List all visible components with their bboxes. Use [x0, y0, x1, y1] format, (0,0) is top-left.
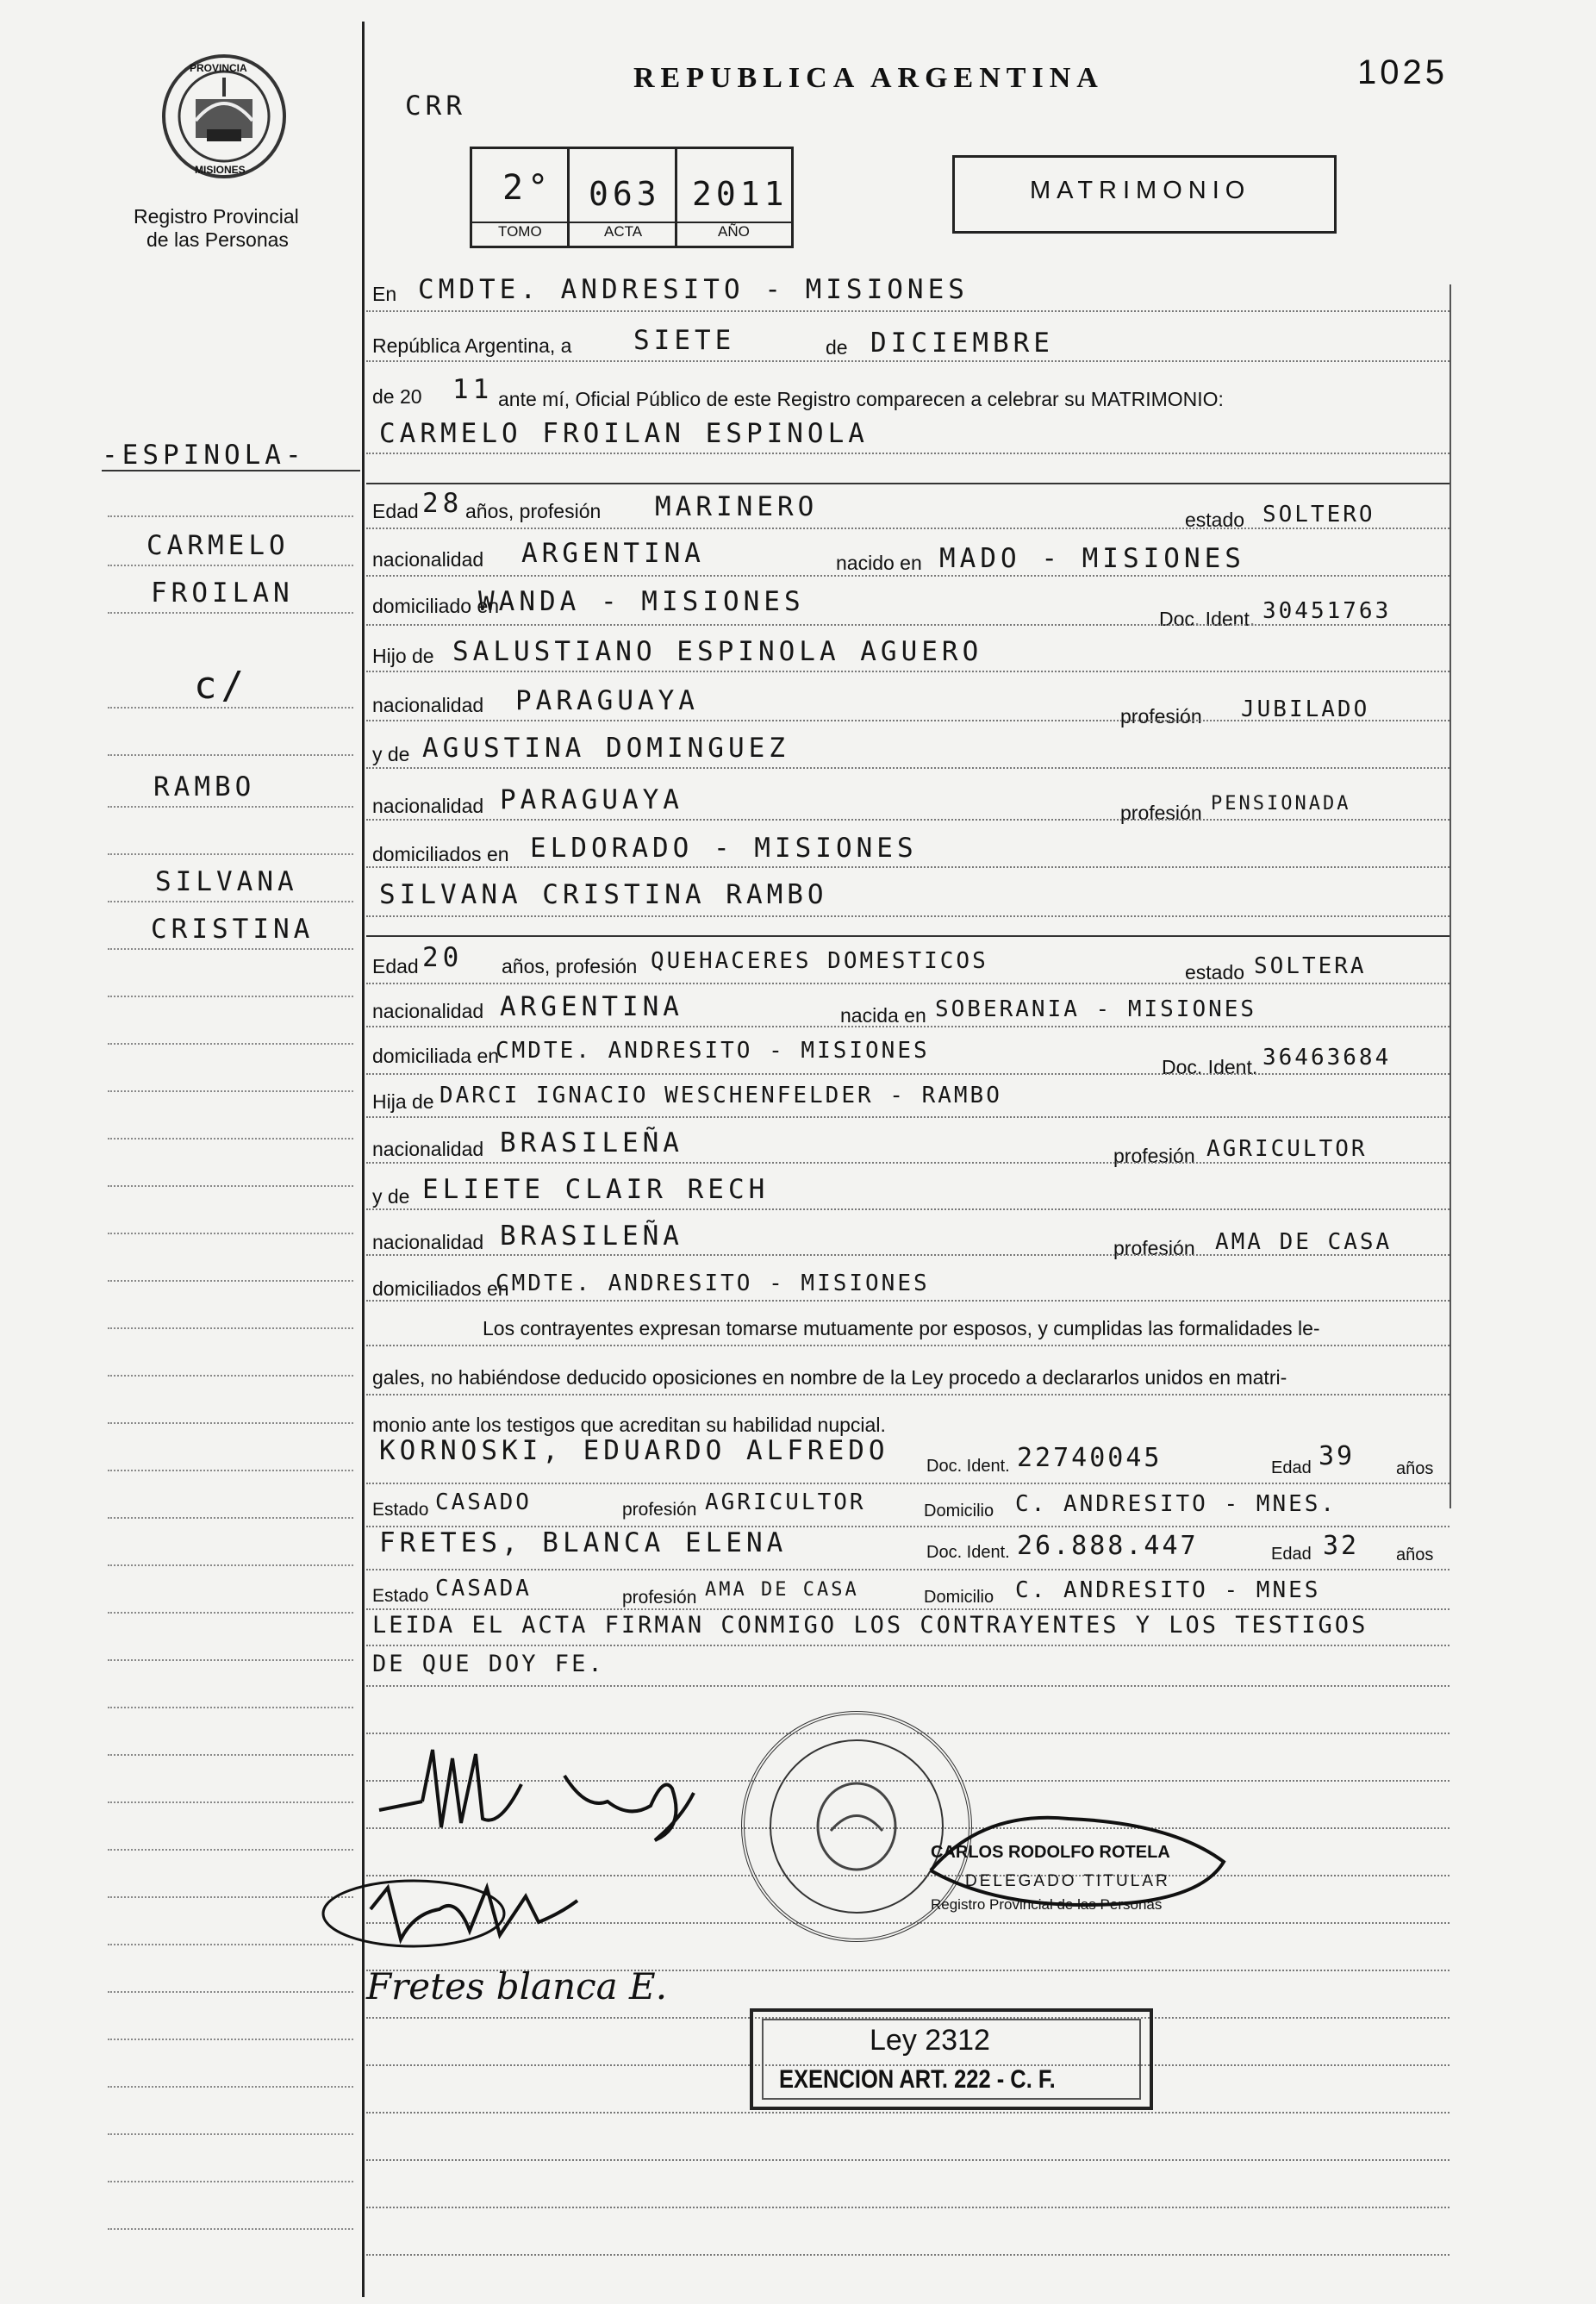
groom-profession: MARINERO: [655, 491, 819, 522]
groom-mother-prof-label: profesión: [1120, 802, 1202, 824]
witness1-prof-label: profesión: [622, 1500, 697, 1520]
witness1-age: 39: [1319, 1441, 1356, 1471]
ante-text: ante mí, Oficial Público de este Registro comparecen a celebrar su MATRIMONIO:: [498, 388, 1224, 410]
groom-father-prof: JUBILADO: [1241, 696, 1370, 722]
seal-text-bottom: MISIONES: [195, 164, 246, 176]
tomo-value: 2°: [502, 168, 553, 208]
ceremony-month: DICIEMBRE: [870, 328, 1054, 359]
groom-edad-label: Edad: [372, 500, 419, 522]
ceremony-place: CMDTE. ANDRESITO - MISIONES: [418, 274, 969, 305]
witness2-doc: 26.888.447: [1017, 1531, 1199, 1561]
margin-conj: c/: [194, 664, 248, 708]
groom-father-nat: PARAGUAYA: [515, 685, 699, 716]
crr-annotation: CRR: [405, 91, 466, 122]
year-prefix-label: de 20: [372, 385, 422, 408]
bride-mother: ELIETE CLAIR RECH: [422, 1174, 770, 1205]
margin-name2: FROILAN: [151, 578, 294, 609]
groom-estado: SOLTERO: [1262, 502, 1375, 528]
officer-org: Registro Provincial de las Personas: [931, 1896, 1163, 1913]
witness1-edad-label: Edad: [1271, 1458, 1312, 1477]
witness1-doc-label: Doc. Ident.: [926, 1457, 1010, 1476]
groom-hijo-label: Hijo de: [372, 645, 434, 667]
acta-value: 063: [589, 175, 661, 213]
witness2-name: FRETES, BLANCA ELENA: [379, 1527, 788, 1558]
declaration-line2: gales, no habiéndose deducido oposiciones en nombre de la Ley procedo a declararlos unidos en matri-: [372, 1366, 1287, 1389]
groom-full-name: CARMELO FROILAN ESPINOLA: [379, 418, 869, 449]
groom-nationality: ARGENTINA: [521, 538, 705, 569]
bride-father: DARCI IGNACIO WESCHENFELDER - RAMBO: [440, 1083, 1002, 1108]
bride-mother-prof: AMA DE CASA: [1215, 1229, 1393, 1255]
margin-name1: CARMELO: [147, 530, 290, 561]
witness1-anos-label: años: [1396, 1459, 1434, 1478]
bride-father-prof: AGRICULTOR: [1206, 1136, 1368, 1162]
groom-dom-label: domiciliado en: [372, 595, 500, 617]
groom-age: 28: [422, 488, 464, 519]
bride-hija-label: Hija de: [372, 1090, 434, 1113]
witness2-anos-label: años: [1396, 1545, 1434, 1564]
bride-parents-dom-label: domiciliados en: [372, 1277, 509, 1300]
bride-nac-label: nacionalidad: [372, 1000, 484, 1022]
tomo-label: TOMO: [498, 223, 542, 240]
bride-doc: 36463684: [1262, 1045, 1392, 1071]
bride-domicile: CMDTE. ANDRESITO - MISIONES: [496, 1038, 930, 1064]
witness2-profession: AMA DE CASA: [705, 1579, 859, 1601]
groom-estado-label: estado: [1185, 509, 1245, 531]
witness2-prof-label: profesión: [622, 1588, 697, 1608]
margin-name4: CRISTINA: [151, 914, 315, 945]
bride-mother-nat-label: nacionalidad: [372, 1231, 484, 1253]
witness2-estado: CASADA: [435, 1576, 532, 1602]
margin-surname: -ESPINOLA-: [102, 440, 306, 471]
anio-label: AÑO: [718, 223, 750, 240]
groom-father-prof-label: profesión: [1120, 705, 1202, 727]
bride-nacida-label: nacida en: [840, 1004, 926, 1027]
groom-birthplace: MADO - MISIONES: [939, 543, 1245, 574]
declaration-line1: Los contrayentes expresan tomarse mutuamente por esposos, y cumplidas las formalidades le-: [483, 1317, 1320, 1339]
groom-parents-dom: ELDORADO - MISIONES: [530, 833, 918, 864]
witness1-estado-label: Estado: [372, 1500, 429, 1520]
witness1-signature: [319, 1862, 603, 1957]
groom-mother-nat-label: nacionalidad: [372, 795, 484, 817]
record-type: MATRIMONIO: [1030, 177, 1251, 204]
witness2-edad-label: Edad: [1271, 1545, 1312, 1564]
groom-nac-label: nacionalidad: [372, 548, 484, 571]
right-divider: [1449, 284, 1451, 1508]
bride-father-nat: BRASILEÑA: [500, 1127, 683, 1158]
bride-parents-dom: CMDTE. ANDRESITO - MISIONES: [496, 1271, 930, 1296]
closing-line1: LEIDA EL ACTA FIRMAN CONMIGO LOS CONTRAYENTES Y LOS TESTIGOS: [372, 1612, 1368, 1639]
registry-label-line1: Registro Provincial: [134, 205, 299, 228]
witness2-doc-label: Doc. Ident.: [926, 1543, 1010, 1562]
bride-doc-label: Doc. Ident.: [1162, 1056, 1258, 1078]
officer-title: DELEGADO TITULAR: [965, 1872, 1170, 1890]
bride-father-prof-label: profesión: [1113, 1145, 1195, 1167]
de-label: de: [826, 336, 848, 359]
witness2-domicile: C. ANDRESITO - MNES: [1015, 1577, 1321, 1603]
bride-father-nat-label: nacionalidad: [372, 1138, 484, 1160]
registry-label-line2: de las Personas: [147, 228, 289, 251]
witness1-estado: CASADO: [435, 1489, 532, 1515]
officer-name: CARLOS RODOLFO ROTELA: [931, 1843, 1170, 1862]
groom-mother-nat: PARAGUAYA: [500, 784, 683, 815]
groom-doc-label: Doc. Ident.: [1159, 608, 1256, 630]
bride-mother-prof-label: profesión: [1113, 1237, 1195, 1259]
groom-signature: [371, 1733, 543, 1845]
witness1-doc: 22740045: [1017, 1443, 1163, 1473]
groom-mother-prof: PENSIONADA: [1211, 793, 1351, 815]
ceremony-day: SIETE: [633, 325, 736, 356]
bride-estado: SOLTERA: [1254, 953, 1367, 979]
witness2-estado-label: Estado: [372, 1586, 429, 1606]
witness2-signature: Fretes blanca E.: [366, 1965, 668, 2007]
groom-nacido-label: nacido en: [836, 552, 922, 574]
witness1-profession: AGRICULTOR: [705, 1489, 866, 1515]
record-number-box: [470, 147, 794, 248]
bride-dom-label: domiciliada en: [372, 1045, 500, 1067]
bride-anos-label: años, profesión: [502, 955, 638, 977]
groom-father-nat-label: nacionalidad: [372, 694, 484, 716]
bride-mother-nat: BRASILEÑA: [500, 1221, 683, 1252]
bride-profession: QUEHACERES DOMESTICOS: [651, 948, 988, 974]
groom-anos-label: años, profesión: [465, 500, 602, 522]
groom-domicile: WANDA - MISIONES: [478, 586, 805, 617]
groom-mother: AGUSTINA DOMINGUEZ: [422, 733, 789, 764]
republica-label: República Argentina, a: [372, 334, 572, 357]
bride-yde-label: y de: [372, 1185, 410, 1208]
page-number: 1025: [1357, 53, 1448, 91]
stamp-ley: Ley 2312: [870, 2024, 990, 2057]
bride-edad-label: Edad: [372, 955, 419, 977]
groom-parents-dom-label: domiciliados en: [372, 843, 509, 865]
bride-full-name: SILVANA CRISTINA RAMBO: [379, 879, 828, 910]
witness2-age: 32: [1323, 1531, 1360, 1561]
witness1-domicile: C. ANDRESITO - MNES.: [1015, 1491, 1337, 1517]
tax-exemption-stamp: [750, 2008, 1153, 2110]
margin-surname2: RAMBO: [153, 771, 256, 802]
bride-signature: [560, 1758, 698, 1853]
bride-nationality: ARGENTINA: [500, 991, 683, 1022]
groom-yde-label: y de: [372, 743, 410, 765]
witness1-name: KORNOSKI, EDUARDO ALFREDO: [379, 1435, 889, 1466]
closing-line2: DE QUE DOY FE.: [372, 1651, 605, 1677]
bride-birthplace: SOBERANIA - MISIONES: [935, 996, 1257, 1022]
witness2-dom-label: Domicilio: [924, 1588, 994, 1607]
acta-label: ACTA: [604, 223, 643, 240]
en-label: En: [372, 283, 397, 305]
witness1-dom-label: Domicilio: [924, 1502, 994, 1520]
margin-name3: SILVANA: [155, 866, 298, 897]
bride-age: 20: [422, 942, 464, 973]
declaration-line3: monio ante los testigos que acreditan su habilidad nupcial.: [372, 1414, 886, 1436]
ceremony-year: 11: [452, 374, 494, 405]
page-title: REPUBLICA ARGENTINA: [633, 62, 1104, 94]
groom-doc: 30451763: [1262, 598, 1392, 624]
bride-estado-label: estado: [1185, 961, 1245, 983]
anio-value: 2011: [692, 175, 789, 213]
seal-text-top: PROVINCIA: [190, 62, 247, 74]
stamp-exencion: EXENCION ART. 222 - C. F.: [779, 2065, 1056, 2094]
groom-father: SALUSTIANO ESPINOLA AGUERO: [452, 636, 983, 667]
